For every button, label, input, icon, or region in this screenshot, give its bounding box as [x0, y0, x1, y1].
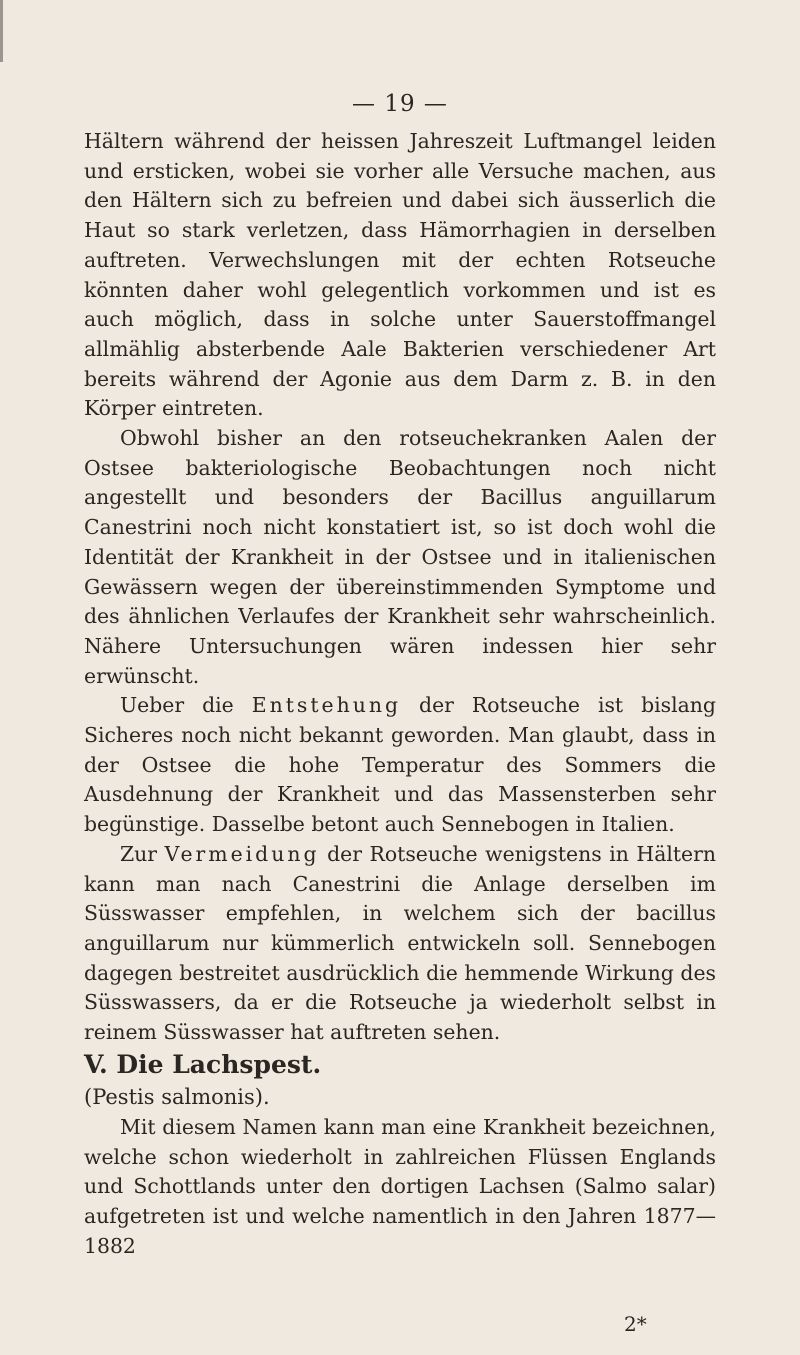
paragraph-prevention [84, 840, 716, 1048]
body-text [84, 127, 716, 1261]
paragraph-continuation: Hältern während der heissen Jahreszeit Luftmangel leiden und ersticken, wobei sie vorher alle Versuche machen, aus den Hältern sich zu befreien und dabei sich äusserlich die Haut so stark verletzen, dass Hämorrhagien in derselben auftreten. Verwechslungen mit der echten Rotseuche könnten daher wohl gelegentlich vorkommen und ist es auch möglich, dass in solche unter Sauerstoffmangel allmählig absterbende Aale Bakterien verschiedener Art bereits während der Agonie aus dem Darm z. B. in den Körper eintreten. [84, 129, 716, 421]
paragraph-origin-rest: der Rotseuche ist bislang Sicheres noch nicht bekannt geworden. Man glaubt, dass in der Ostsee die hohe Temperatur des Sommers die Ausdehnung der Krankheit und das Massensterben sehr begünstige. Dasselbe betont auch Sennebogen in Italien. [84, 693, 716, 837]
emphasis-vermeidung: Vermeidung [164, 841, 320, 866]
paragraph-identity: Obwohl bisher an den rotseuchekranken Aalen der Ostsee bakteriologische Beobachtungen noch nicht angestellt und besonders der Bacillus anguillarum Canestrini noch nicht konstatiert ist, so ist doch wohl die Identität der Krankheit in der Ostsee und in italienischen Gewässern wegen der übereinstimmenden Symptome und des ähnlichen Verlaufes der Krankheit sehr wahrscheinlich. Nähere Untersuchungen wären indessen hier sehr erwünscht. [84, 426, 716, 688]
section-heading: V. Die Lachspest. [84, 1049, 322, 1079]
paragraph-lachspest: Mit diesem Namen kann man eine Krankheit bezeichnen, welche schon wiederholt in zahlreichen Flüssen Englands und Schottlands unter den dortigen Lachsen (Salmo salar) aufgetreten ist und welche namentlich in den Jahren 1877—1882 [84, 1114, 716, 1258]
page-edge-line [0, 0, 3, 62]
emphasis-entstehung: Entstehung [251, 693, 402, 718]
paragraph-prevention-start: Zur [120, 841, 165, 866]
section-subheading: (Pestis salmonis). [84, 1084, 270, 1109]
paragraph-origin-start: Ueber die [120, 693, 252, 718]
paragraph-origin [84, 691, 716, 840]
paragraph-prevention-rest: der Rotseuche wenigstens in Hältern kann man nach Canestrini die Anlage derselben im Süsswasser empfehlen, in welchem sich der bacillus anguillarum nur kümmerlich entwickeln soll. Sennebogen dagegen bestreitet ausdrücklich die hemmende Wirkung des Süsswassers, da er die Rotseuche ja wiederholt selbst in reinem Süsswasser hat auftreten sehen. [84, 841, 717, 1045]
page-number-header: — 19 — [352, 91, 448, 117]
signature-mark: 2* [624, 1312, 647, 1336]
